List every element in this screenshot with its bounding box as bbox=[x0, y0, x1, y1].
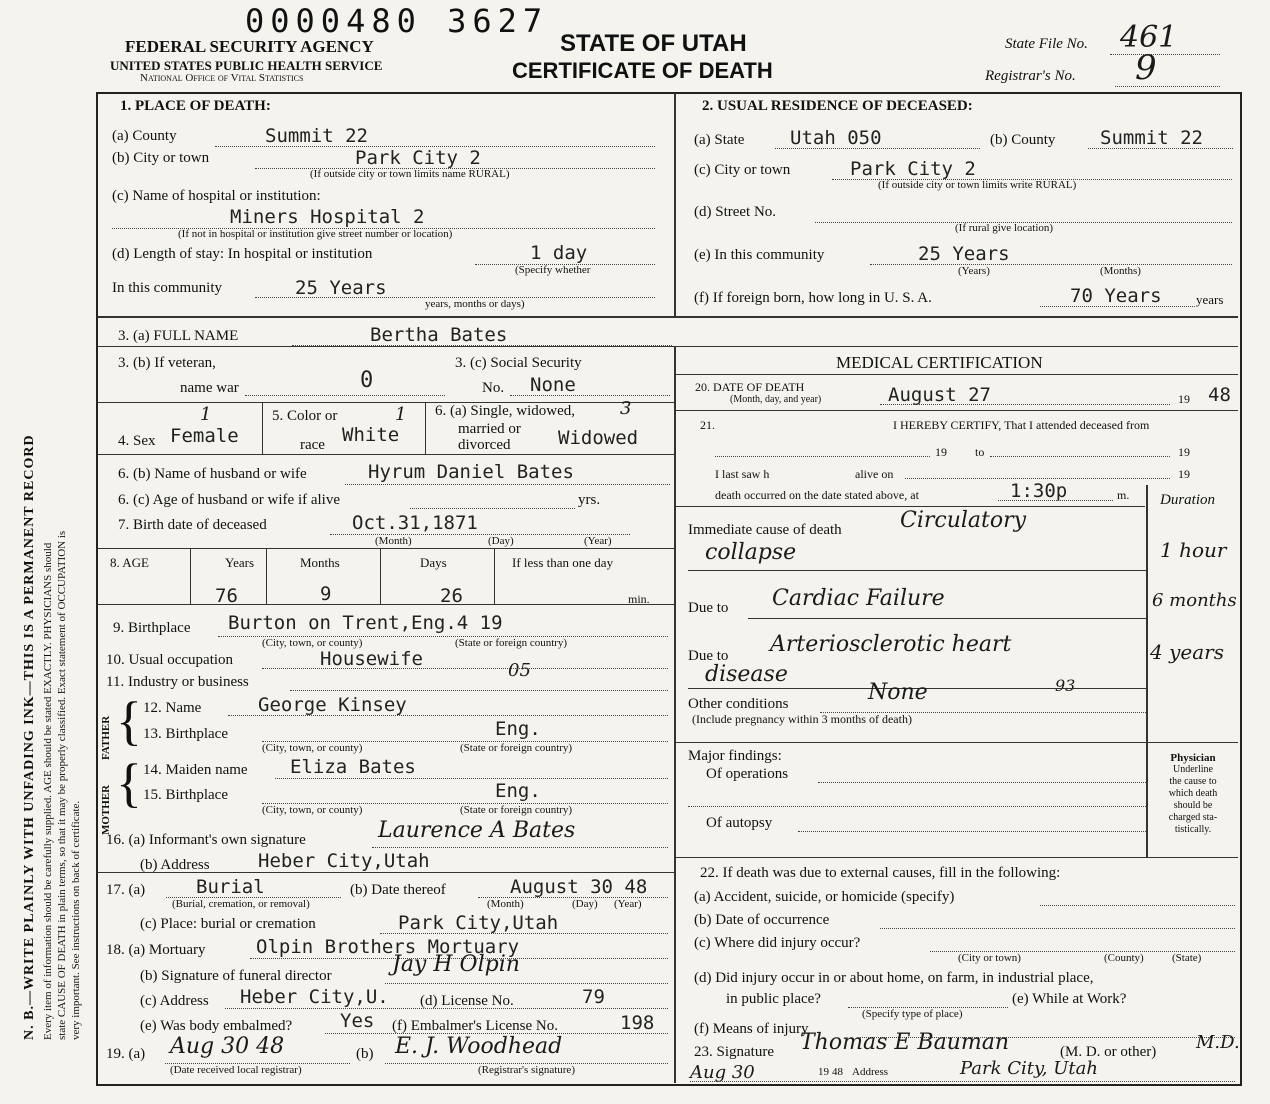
father-birthplace-label: 13. Birthplace bbox=[143, 726, 228, 742]
death-year-value: 48 bbox=[1208, 384, 1231, 406]
embalmed-label: (e) Was body embalmed? bbox=[140, 1018, 293, 1034]
death-city-label: (b) City or town bbox=[112, 150, 210, 166]
side-note-line3: very important. See instructions on back of certificate. bbox=[70, 800, 82, 1040]
age-days-label: Days bbox=[420, 555, 447, 570]
death-certificate: N. B.—WRITE PLAINLY WITH UNFADING INK—THIS IS A PERMANENT RECORD Every item of information should be carefully supplied. AGE should be stated EXACTLY. PHYSICIANS should state CAUSE OF DEATH in plain terms, so that it may be properly classified. Exact statement of OCCUPATION is very important. See instructions on back of certificate. 0000480 3627 FEDERAL SECURITY AGENCY UNITED STATES PUBLIC HEALTH SERVICE National Office of Vital Statistics STATE OF UTAH CERTIFICATE OF DEATH State File No. 461 Registrar's No. 9 1. PLACE OF DEATH: (a) County Summit 22 (b) City or town Park City 2 (If outside city or town limits name RURAL) (c) Name of hospital or institution: Miners Hospital 2 (If not in hospital or institution give street number or location) (d) Length of stay: In hospital or institution 1 day (Specify whether In this community 25 Years years, months or days) 2. USUAL RESIDENCE OF DECEASED: (a) State Utah 050 (b) County Summit 22 (c) City or town Park City 2 (If outside city or town limits write RURAL) (d) Street No. (If rural give location) (e) In this community 25 Years (Years) (Months) (f) If foreign born, how long in U. S. A. 70 Years years 3. (a) FULL NAME Bertha Bates 3. (b) If veteran, name war 0 3. (c) Social Security No. None 4. Sex 1 Female 5. Color or race 1 White 6. (a) Single, widowed, married or divorced 3 Widowed 6. (b) Name of husband or wife Hyrum Daniel Bates 6. (c) Age of husband or wife if alive yrs. 7. Birth date of deceased Oct.31,1871 (Month) (Day) (Year) 8. AGE Years Months Days If less than one day 76 9 26 min. 9. Birthplace Burton on Trent,Eng.4 19 (City, town, or county) (State or foreign country) 10. Usual occupation Housewife 05 11. Industry or business FATHER MOTHER { { 12. Name George Kinsey 13. Birthplace Eng. (City, town, or county) (State or foreign country) 14. Maiden name Eliza Bates 15. Birthplace Eng. (City, town, or county) (State or foreign country) 16. (a) Informant's own signature Laurence A Bates (b) Address Heber City,Utah 17. (a) Burial (Burial, cremation, or removal) (b) Date thereof August 30 48 (Month) (Day) (Year) (c) Place: burial or cremation Park City,Utah 18. (a) Mortuary Olpin Brothers Mortuary (b) Signature of funeral director Jay H Olpin (c) Address Heber City,U. (d) License No. 79 (e) Was body embalmed? Yes (f) Embalmer's License No. 198 19. (a) Aug 30 48 (Date received local registrar) (b) E. J. Woodhead (Registrar's signature) MEDICAL CERTIFICATION 20. DATE OF DEATH (Month, day, and year) August 27 19 48 21. I HEREBY CERTIFY, That I attended deceased from 19 to 19 I last saw h alive on 19 death occurred on the date stated above, at 1:30p m. Duration Immediate cause of death Circulatory collapse 1 hour Due to Cardiac Failure 6 months Due to Arteriosclerotic heart disease 93 4 years Other conditions None (Include pregnancy within 3 months of death) Major findings: Of operations Of autopsy Physician Underline the cause to which death should be charged sta- tistically. 22. If death was due to external causes, fill in the following: (a) Accident, suicide, or homicide (specify) (b) Date of occurrence (c) Where did injury occur? (City or town) (County) (State) (d) Did injury occur in or about home, on farm, in industrial place, in public place? (Specify type of place) (e) While at Work? (f) Means of injury 23. Signature Thomas E Bauman (M. D. or other) M.D. Aug 30 19 48 Address Park City, Utah bbox=[0, 0, 1270, 1104]
certify-19c: 19 bbox=[1178, 467, 1190, 481]
birth-day-note: (Day) bbox=[488, 535, 514, 547]
registrar-signature: E. J. Woodhead bbox=[395, 1034, 563, 1059]
medical-heading: MEDICAL CERTIFICATION bbox=[836, 353, 1043, 372]
physician-signature: Thomas E Bauman bbox=[800, 1030, 1009, 1055]
mortuary-value: Olpin Brothers Mortuary bbox=[256, 936, 520, 958]
birthplace-label: 9. Birthplace bbox=[113, 620, 191, 636]
external-b: (b) Date of occurrence bbox=[694, 912, 830, 928]
residence-heading: 2. USUAL RESIDENCE OF DECEASED: bbox=[702, 98, 973, 114]
duration-label: Duration bbox=[1160, 492, 1216, 508]
full-name-label: 3. (a) FULL NAME bbox=[118, 328, 239, 344]
mother-bp-note1: (City, town, or county) bbox=[262, 804, 363, 816]
res-state-label: (a) State bbox=[694, 132, 745, 148]
color-label: 5. Color or bbox=[272, 408, 338, 424]
due-to-2-value1: Arteriosclerotic heart bbox=[770, 632, 1012, 657]
major-findings-label: Major findings: bbox=[688, 748, 782, 764]
spouse-age-unit: yrs. bbox=[578, 492, 601, 508]
ss-label: 3. (c) Social Security bbox=[455, 355, 582, 371]
father-name-value: George Kinsey bbox=[258, 694, 407, 716]
color-value: White bbox=[342, 424, 400, 446]
ss-label2: No. bbox=[482, 380, 505, 396]
registrar-sig-label: (b) bbox=[356, 1046, 374, 1062]
burial-type-note: (Burial, cremation, or removal) bbox=[172, 898, 310, 910]
foreign-unit: years bbox=[1196, 292, 1224, 307]
funeral-director-signature: Jay H Olpin bbox=[392, 952, 520, 977]
side-note-line2: state CAUSE OF DEATH in plain terms, so that it may be properly classified. Exact statement of OCCUPATION is bbox=[56, 530, 68, 1040]
state-file-label: State File No. bbox=[1005, 36, 1088, 52]
embalmer-license-value: 198 bbox=[620, 1012, 655, 1034]
due-to-2-code: 93 bbox=[1055, 676, 1076, 695]
state-title: STATE OF UTAH bbox=[560, 30, 747, 57]
burial-label: 17. (a) bbox=[106, 882, 146, 898]
last-saw: I last saw h bbox=[715, 467, 770, 481]
other-conditions-label: Other conditions bbox=[688, 696, 789, 712]
res-community-label: (e) In this community bbox=[694, 247, 825, 263]
occupation-label: 10. Usual occupation bbox=[106, 652, 234, 668]
father-birthplace-value: Eng. bbox=[495, 718, 541, 740]
hospital-value: Miners Hospital 2 bbox=[230, 206, 425, 228]
veteran-value: 0 bbox=[360, 368, 374, 393]
spouse-age-label: 6. (c) Age of husband or wife if alive bbox=[118, 492, 341, 508]
registrar-no-value: 9 bbox=[1135, 48, 1157, 88]
agency-title: FEDERAL SECURITY AGENCY bbox=[125, 37, 374, 56]
due-to-2-label: Due to bbox=[688, 648, 729, 664]
death-time-value: 1:30p bbox=[1010, 480, 1068, 502]
father-bp-note2: (State or foreign country) bbox=[460, 742, 573, 754]
spouse-label: 6. (b) Name of husband or wife bbox=[118, 466, 307, 482]
age-days: 26 bbox=[440, 585, 463, 607]
mother-bp-note2: (State or foreign country) bbox=[460, 804, 573, 816]
death-year-prefix: 19 bbox=[1178, 392, 1190, 406]
res-street-label: (d) Street No. bbox=[694, 204, 777, 220]
side-note-line1: Every item of information should be carefully supplied. AGE should be stated EXACTLY. PHYSICIANS should bbox=[42, 542, 54, 1040]
certify-to: to bbox=[975, 445, 985, 459]
marital-label: 6. (a) Single, widowed, bbox=[435, 403, 575, 419]
other-conditions-note: (Include pregnancy within 3 months of death) bbox=[692, 712, 912, 726]
stay-label: (d) Length of stay: In hospital or institution bbox=[112, 246, 373, 262]
funeral-director-label: (b) Signature of funeral director bbox=[140, 968, 332, 984]
father-bp-note1: (City, town, or county) bbox=[262, 742, 363, 754]
industry-label: 11. Industry or business bbox=[106, 674, 249, 690]
ss-value: None bbox=[530, 374, 576, 396]
death-city-value: Park City 2 bbox=[355, 147, 481, 169]
physician-box-line-1: Underline bbox=[1173, 764, 1213, 775]
immediate-cause-value1: Circulatory bbox=[900, 508, 1027, 533]
sex-label: 4. Sex bbox=[118, 433, 156, 449]
color-code: 1 bbox=[395, 404, 407, 425]
immediate-cause-label: Immediate cause of death bbox=[688, 522, 842, 538]
marital-code: 3 bbox=[620, 398, 632, 419]
informant-address-value: Heber City,Utah bbox=[258, 850, 430, 872]
death-city-note: (If outside city or town limits name RURAL) bbox=[310, 168, 510, 180]
mother-name-label: 14. Maiden name bbox=[143, 762, 248, 778]
signature-year-prefix: 19 bbox=[818, 1066, 829, 1078]
external-d2: in public place? bbox=[726, 991, 821, 1007]
spouse-value: Hyrum Daniel Bates bbox=[368, 461, 574, 483]
alive-on: alive on bbox=[855, 467, 894, 481]
occupation-code: 05 bbox=[508, 660, 531, 681]
res-years-note: (Years) bbox=[958, 265, 990, 277]
res-county-label: (b) County bbox=[990, 132, 1056, 148]
service-title: UNITED STATES PUBLIC HEALTH SERVICE bbox=[110, 58, 383, 73]
embalmer-license-label: (f) Embalmer's License No. bbox=[392, 1018, 558, 1034]
death-community-value: 25 Years bbox=[295, 277, 387, 299]
death-community-note: years, months or days) bbox=[425, 298, 525, 310]
physician-box-line-2: the cause to bbox=[1169, 776, 1217, 787]
autopsy-label: Of autopsy bbox=[706, 815, 773, 831]
registrar-date-note: (Date received local registrar) bbox=[170, 1064, 302, 1076]
mother-side-label: MOTHER bbox=[100, 784, 112, 835]
res-city-value: Park City 2 bbox=[850, 158, 976, 180]
age-years: 76 bbox=[215, 585, 238, 607]
side-note-main: N. B.—WRITE PLAINLY WITH UNFADING INK—THIS IS A PERMANENT RECORD bbox=[22, 434, 37, 1040]
veteran-label2: name war bbox=[180, 380, 239, 396]
age-lessday-label: If less than one day bbox=[512, 555, 614, 570]
res-county-value: Summit 22 bbox=[1100, 127, 1203, 149]
age-months: 9 bbox=[320, 583, 332, 605]
death-time-unit: m. bbox=[1117, 488, 1130, 502]
color-label2: race bbox=[300, 437, 325, 453]
signature-label: 23. Signature bbox=[694, 1044, 774, 1060]
burial-date-note3: (Year) bbox=[614, 898, 642, 910]
physician-instruction-box bbox=[1150, 752, 1236, 836]
res-city-note: (If outside city or town limits write RURAL) bbox=[878, 179, 1077, 191]
external-d: (d) Did injury occur in or about home, on farm, in industrial place, bbox=[694, 970, 1094, 986]
external-heading: 22. If death was due to external causes, fill in the following: bbox=[700, 865, 1061, 881]
mortuary-label: 18. (a) Mortuary bbox=[106, 942, 206, 958]
embalmed-value: Yes bbox=[340, 1010, 375, 1032]
sex-value: Female bbox=[170, 425, 239, 447]
signature-date-value: Aug 30 bbox=[690, 1062, 755, 1083]
physician-box-line-5: charged sta- bbox=[1168, 812, 1218, 823]
operations-label: Of operations bbox=[706, 766, 789, 782]
signature-suffix: (M. D. or other) bbox=[1060, 1044, 1157, 1060]
external-e: (e) While at Work? bbox=[1012, 991, 1127, 1007]
due-to-1-duration: 6 months bbox=[1152, 590, 1237, 611]
other-conditions-value: None bbox=[868, 680, 928, 705]
external-d-note: (Specify type of place) bbox=[862, 1008, 963, 1020]
hospital-note: (If not in hospital or institution give street number or location) bbox=[178, 228, 453, 240]
mortuary-address-label: (c) Address bbox=[140, 993, 209, 1009]
death-date-label: 20. DATE OF DEATH bbox=[695, 380, 805, 394]
age-label: 8. AGE bbox=[110, 555, 149, 570]
birth-year-note: (Year) bbox=[584, 535, 612, 547]
certify-19b: 19 bbox=[1178, 445, 1190, 459]
res-months-note: (Months) bbox=[1100, 265, 1141, 277]
physician-box-line-3: which death bbox=[1168, 788, 1218, 799]
burial-place-label: (c) Place: burial or cremation bbox=[140, 916, 316, 932]
sex-code: 1 bbox=[200, 404, 212, 425]
res-city-label: (c) City or town bbox=[694, 162, 791, 178]
due-to-1-label: Due to bbox=[688, 600, 729, 616]
burial-date-value: August 30 48 bbox=[510, 876, 648, 898]
age-min: min. bbox=[628, 592, 650, 606]
burial-type-value: Burial bbox=[196, 876, 265, 898]
license-label: (d) License No. bbox=[420, 993, 514, 1009]
birthplace-note1: (City, town, or county) bbox=[262, 637, 363, 649]
physician-box-line-4: should be bbox=[1173, 800, 1213, 811]
marital-label3: divorced bbox=[458, 437, 511, 453]
signature-year-value: 48 bbox=[832, 1066, 843, 1078]
informant-address-label: (b) Address bbox=[140, 857, 210, 873]
external-c-note2: (County) bbox=[1104, 952, 1144, 964]
foreign-label: (f) If foreign born, how long in U. S. A. bbox=[694, 290, 932, 306]
marital-label2: married or bbox=[458, 421, 521, 437]
father-name-label: 12. Name bbox=[143, 700, 202, 716]
registrar-sig-note: (Registrar's signature) bbox=[478, 1064, 575, 1076]
birth-date-label: 7. Birth date of deceased bbox=[118, 517, 267, 533]
registrar-date-value: Aug 30 48 bbox=[170, 1034, 285, 1059]
burial-date-note1: (Month) bbox=[487, 898, 524, 910]
signature-address-value: Park City, Utah bbox=[960, 1058, 1098, 1079]
external-c-note3: (State) bbox=[1172, 952, 1202, 964]
immediate-cause-value2: collapse bbox=[705, 540, 797, 565]
full-name-value: Bertha Bates bbox=[370, 324, 508, 346]
death-date-label2: (Month, day, and year) bbox=[730, 394, 822, 405]
mortuary-address-value: Heber City,U. bbox=[240, 986, 389, 1008]
due-to-2-duration: 4 years bbox=[1150, 640, 1224, 664]
father-side-label: FATHER bbox=[100, 715, 112, 760]
mother-birthplace-value: Eng. bbox=[495, 780, 541, 802]
external-a: (a) Accident, suicide, or homicide (specify) bbox=[694, 889, 955, 905]
occupation-value: Housewife bbox=[320, 648, 423, 670]
age-months-label: Months bbox=[300, 555, 340, 570]
stay-note: (Specify whether bbox=[515, 264, 591, 276]
stay-value: 1 day bbox=[530, 242, 588, 264]
death-county-label: (a) County bbox=[112, 128, 177, 144]
immediate-duration: 1 hour bbox=[1160, 538, 1227, 562]
burial-place-value: Park City,Utah bbox=[398, 912, 559, 934]
physician-box-line-6: tistically. bbox=[1174, 824, 1212, 835]
birth-month-note: (Month) bbox=[375, 535, 412, 547]
office-title: National Office of Vital Statistics bbox=[140, 72, 304, 84]
occurred-text: death occurred on the date stated above, at bbox=[715, 488, 919, 502]
certificate-title: CERTIFICATE OF DEATH bbox=[512, 58, 773, 83]
marital-value: Widowed bbox=[558, 427, 639, 449]
foreign-value: 70 Years bbox=[1070, 285, 1162, 307]
informant-signature: Laurence A Bates bbox=[378, 818, 576, 843]
certify-number: 21. bbox=[700, 418, 715, 432]
res-street-note: (If rural give location) bbox=[955, 222, 1054, 234]
certify-text: I HEREBY CERTIFY, That I attended deceased from bbox=[893, 418, 1150, 432]
certify-19a: 19 bbox=[935, 445, 947, 459]
external-c-note1: (City or town) bbox=[958, 952, 1021, 964]
birth-date-value: Oct.31,1871 bbox=[352, 512, 478, 534]
registrar-label: 19. (a) bbox=[106, 1046, 146, 1062]
death-date-value: August 27 bbox=[888, 384, 991, 406]
external-f: (f) Means of injury bbox=[694, 1021, 809, 1037]
physician-box-line-0: Physician bbox=[1170, 752, 1216, 764]
death-county-value: Summit 22 bbox=[265, 125, 368, 147]
due-to-1-value: Cardiac Failure bbox=[772, 586, 945, 611]
birthplace-value: Burton on Trent,Eng.4 19 bbox=[228, 612, 503, 634]
res-state-value: Utah 050 bbox=[790, 127, 882, 149]
registrar-no-label: Registrar's No. bbox=[985, 68, 1076, 84]
mother-birthplace-label: 15. Birthplace bbox=[143, 787, 228, 803]
serial-number: 0000480 3627 bbox=[245, 2, 549, 40]
place-of-death-heading: 1. PLACE OF DEATH: bbox=[120, 98, 271, 114]
signature-suffix-value: M.D. bbox=[1196, 1032, 1240, 1053]
signature-address-label: Address bbox=[852, 1066, 889, 1078]
burial-date-label: (b) Date thereof bbox=[350, 882, 446, 898]
hospital-label: (c) Name of hospital or institution: bbox=[112, 188, 321, 204]
birthplace-note2: (State or foreign country) bbox=[455, 637, 568, 649]
external-c: (c) Where did injury occur? bbox=[694, 935, 861, 951]
age-years-label: Years bbox=[225, 555, 255, 570]
license-value: 79 bbox=[582, 986, 605, 1008]
death-community-label: In this community bbox=[112, 280, 222, 296]
informant-sig-label: 16. (a) Informant's own signature bbox=[106, 832, 306, 848]
veteran-label: 3. (b) If veteran, bbox=[118, 355, 216, 371]
state-file-value: 461 bbox=[1120, 20, 1178, 55]
res-community-value: 25 Years bbox=[918, 243, 1010, 265]
burial-date-note2: (Day) bbox=[572, 898, 598, 910]
mother-name-value: Eliza Bates bbox=[290, 756, 416, 778]
due-to-2-value2: disease bbox=[705, 662, 788, 687]
